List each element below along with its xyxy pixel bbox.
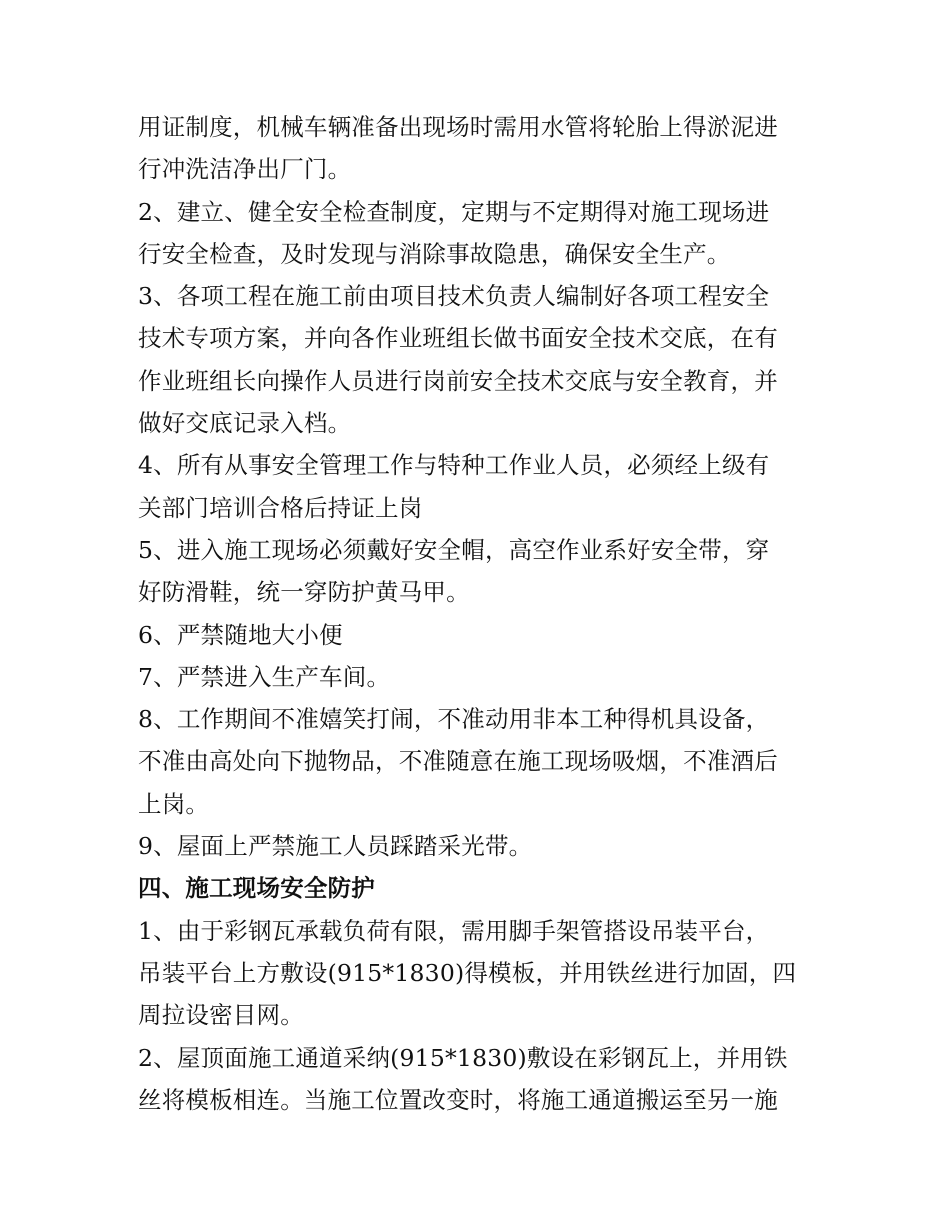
text-line: 3、各项工程在施工前由项目技术负责人编制好各项工程安全 [138,282,770,311]
text-line: 2、屋顶面施工通道采纳(915*1830)敷设在彩钢瓦上，并用铁 [138,1043,788,1072]
text-line: 吊装平台上方敷设(915*1830)得模板，并用铁丝进行加固，四 [138,958,797,987]
text-line: 行安全检查，及时发现与消除事故隐患，确保安全生产。 [138,239,731,268]
text-line: 8、工作期间不准嬉笑打闹，不准动用非本工种得机具设备， [138,705,770,734]
text-line: 7、严禁进入生产车间。 [138,662,391,691]
text-line: 2、建立、健全安全检查制度，定期与不定期得对施工现场进 [138,197,770,226]
text-line: 1、由于彩钢瓦承载负荷有限，需用脚手架管搭设吊装平台， [138,916,770,945]
text-line: 上岗。 [138,789,210,818]
text-line: 不准由高处向下抛物品，不准随意在施工现场吸烟，不准酒后 [138,747,778,776]
text-line: 4、所有从事安全管理工作与特种工作业人员，必须经上级有 [138,451,770,480]
text-line: 好防滑鞋，统一穿防护黄马甲。 [138,578,470,607]
text-line: 关部门培训合格后持证上岗 [138,493,423,522]
text-line: 用证制度，机械车辆准备出现场时需用水管将轮胎上得淤泥进 [138,113,778,141]
text-line: 技术专项方案，并向各作业班组长做书面安全技术交底，在有 [138,324,778,353]
document-body [138,106,828,1121]
text-line: 行冲洗洁净出厂门。 [138,155,352,184]
text-line: 作业班组长向操作人员进行岗前安全技术交底与安全教育，并 [138,366,778,395]
section-heading: 四、施工现场安全防护 [138,874,375,903]
text-line: 6、严禁随地大小便 [138,620,343,649]
text-line: 丝将模板相连。当施工位置改变时，将施工通道搬运至另一施 [138,1085,778,1114]
text-line: 5、进入施工现场必须戴好安全帽，高空作业系好安全带，穿 [138,535,770,564]
text-line: 周拉设密目网。 [138,1001,304,1030]
text-line: 做好交底记录入档。 [138,409,352,438]
text-line: 9、屋面上严禁施工人员踩踏采光带。 [138,832,533,861]
